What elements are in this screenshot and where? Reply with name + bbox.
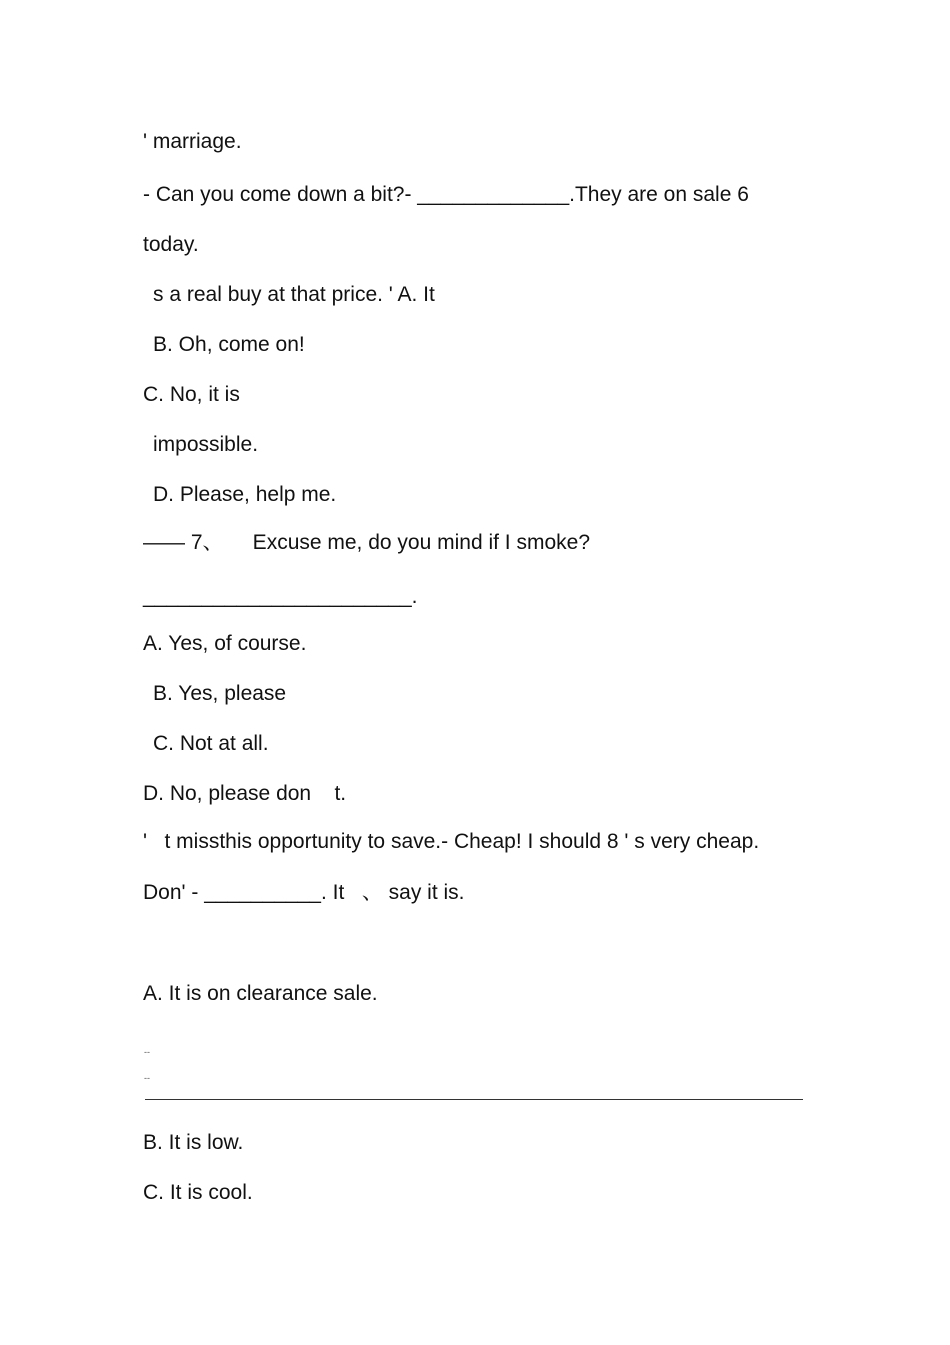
- option-6b: B. Oh, come on!: [153, 333, 305, 356]
- text-line-real-buy: s a real buy at that price. ' A. It: [153, 283, 435, 306]
- option-8a: A. It is on clearance sale.: [143, 982, 378, 1005]
- text-line-today: today.: [143, 233, 199, 256]
- question-8-prompt: ' t missthis opportunity to save.- Cheap! I should 8 ' s very cheap.: [143, 830, 760, 853]
- option-7c: C. Not at all.: [153, 732, 269, 755]
- question-8-prompt-continued: Don' - __________. It 、 say it is.: [143, 881, 465, 904]
- footer-mark-1: --: [144, 1047, 150, 1057]
- option-6d: D. Please, help me.: [153, 483, 337, 506]
- question-6-prompt: - Can you come down a bit?- _____________.They are on sale 6: [143, 183, 749, 206]
- question-7-prompt: —— 7、 Excuse me, do you mind if I smoke?: [143, 531, 590, 554]
- option-7a: A. Yes, of course.: [143, 632, 307, 655]
- option-6c: C. No, it is: [143, 383, 240, 406]
- answer-blank-7: _______________________.: [143, 585, 418, 608]
- option-8b: B. It is low.: [143, 1131, 244, 1154]
- page-divider: [145, 1099, 803, 1100]
- option-8c: C. It is cool.: [143, 1181, 253, 1204]
- option-7b: B. Yes, please: [153, 682, 287, 705]
- text-line-marriage: ' marriage.: [143, 130, 242, 153]
- footer-mark-2: --: [144, 1073, 150, 1083]
- option-7d: D. No, please don t.: [143, 782, 347, 805]
- option-6c-continued: impossible.: [153, 433, 259, 456]
